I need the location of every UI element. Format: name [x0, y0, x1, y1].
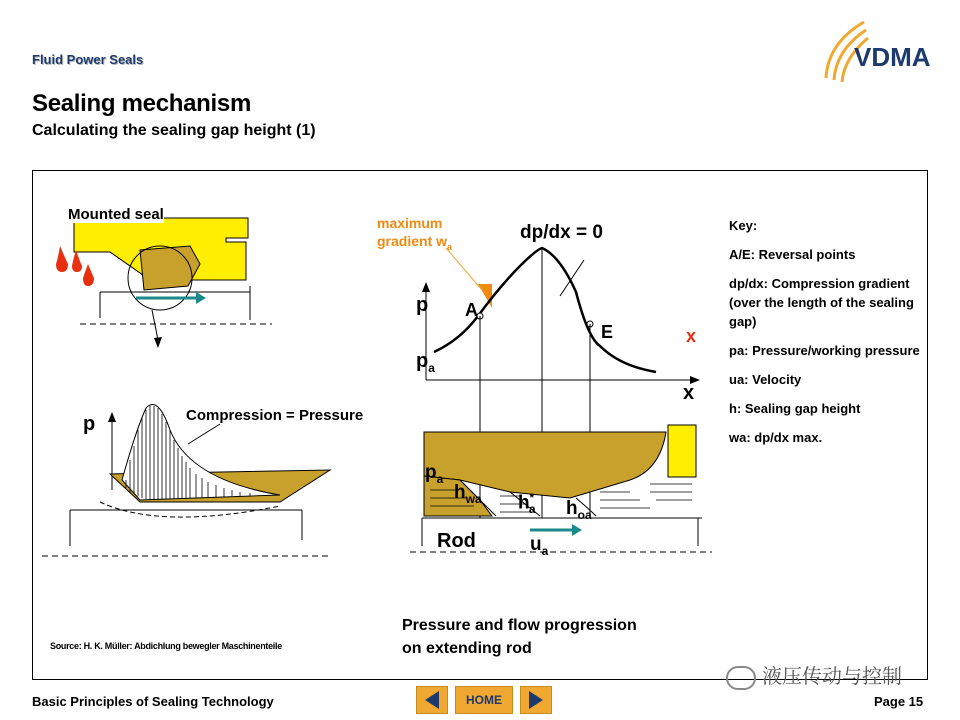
hwa-label — [454, 482, 482, 506]
key-item: ua: Velocity — [729, 372, 802, 387]
key-item: wa: dp/dx max. — [729, 430, 823, 445]
caption-line1: Pressure and flow progression — [402, 617, 637, 634]
ha-sup: * — [529, 492, 534, 504]
pa-gap-label — [425, 462, 443, 486]
ha-sub: a — [528, 502, 536, 517]
page-title: Sealing mechanism — [32, 90, 251, 117]
hwa-sub: wa — [465, 491, 482, 506]
pa-axis-p: p — [416, 350, 429, 372]
left-seal-figure — [40, 190, 400, 570]
compression-label: Compression = Pressure — [186, 407, 364, 424]
wechat-icon — [726, 666, 756, 690]
hoa-label — [566, 498, 592, 522]
max-gradient-line2: gradient w — [377, 233, 448, 249]
ua-u: u — [530, 534, 542, 555]
vdma-logo — [816, 18, 936, 98]
key-legend — [729, 216, 929, 457]
watermark — [726, 660, 902, 690]
point-a-label: A — [465, 300, 478, 320]
caption-line2: on extending rod — [402, 640, 532, 657]
ua-sub: a — [541, 543, 549, 558]
pa-gap-sub: a — [436, 471, 444, 486]
hoa-h: h — [566, 498, 578, 519]
left-p-label: p — [83, 413, 96, 435]
source-note: Source: H. K. Müller: Abdichlung bewegler Maschinenteile — [50, 641, 282, 651]
key-title: Key: — [729, 218, 758, 233]
key-item: h: Sealing gap height — [729, 401, 861, 416]
mounted-seal-label: Mounted seal — [68, 206, 164, 223]
x-axis-label: x — [683, 382, 695, 404]
watermark-text: 液压传动与控制 — [762, 664, 902, 688]
arrow-right-icon — [521, 687, 551, 713]
point-e-label: E — [601, 322, 614, 342]
rod-label: Rod — [437, 530, 476, 552]
page-subtitle: Calculating the sealing gap height (1) — [32, 122, 316, 139]
page-number: Page 15 — [874, 694, 924, 709]
dpdx-label: dp/dx = 0 — [520, 222, 603, 243]
footer-course-title: Basic Principles of Sealing Technology — [32, 694, 274, 709]
red-x-label: x — [686, 326, 697, 346]
section-title: Fluid Power Seals — [32, 52, 144, 67]
ha-h: h — [518, 492, 530, 514]
pa-axis-sub: a — [428, 361, 435, 375]
key-item: dp/dx: Compression gradient (over the length of the sealing gap) — [729, 276, 914, 329]
arrow-left-icon — [417, 687, 447, 713]
key-item: pa: Pressure/working pressure — [729, 343, 920, 358]
right-p-label: p — [416, 294, 429, 316]
svg-text:VDMA: VDMA — [854, 42, 931, 72]
home-button[interactable]: HOME — [455, 686, 513, 714]
max-gradient-sub: a — [447, 241, 453, 252]
key-item: A/E: Reversal points — [729, 247, 856, 262]
ha-label — [518, 492, 536, 516]
ua-label — [530, 534, 548, 558]
max-gradient-label — [377, 214, 452, 256]
figure-caption — [402, 614, 702, 660]
pa-axis-label — [416, 350, 435, 375]
next-page-button[interactable] — [520, 686, 552, 714]
prev-page-button[interactable] — [416, 686, 448, 714]
hoa-sub: oa — [577, 507, 592, 522]
max-gradient-line1: maximum — [377, 215, 443, 231]
pa-gap-p: p — [425, 462, 437, 483]
hwa-h: h — [454, 482, 466, 503]
